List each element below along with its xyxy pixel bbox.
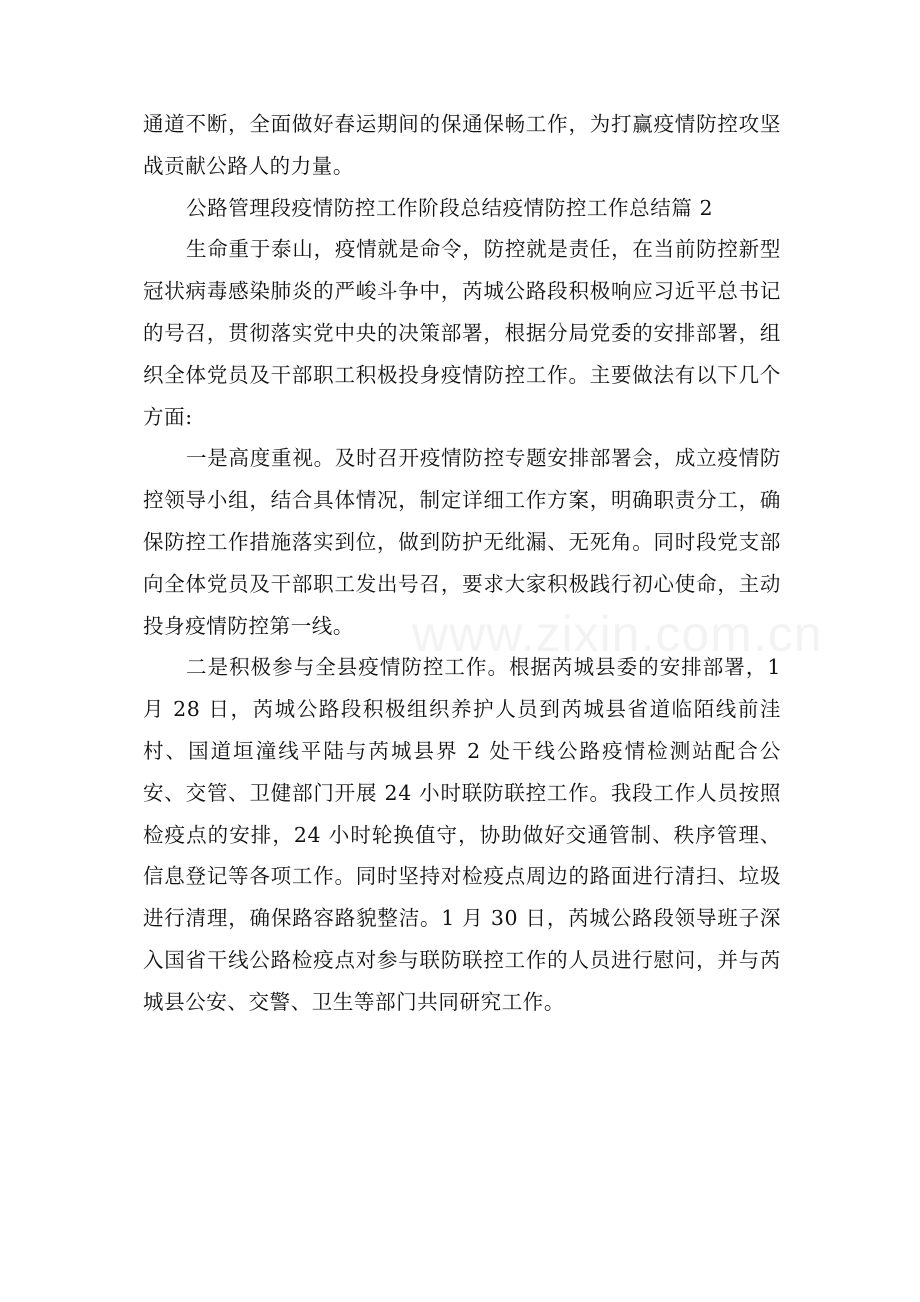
section-heading: 公路管理段疫情防控工作阶段总结疫情防控工作总结篇 2 <box>186 195 714 220</box>
paragraph-continuation: 通道不断，全面做好春运期间的保通保畅工作，为打赢疫情防控攻坚战贡献公路人的力量。 <box>143 112 781 178</box>
paragraph-point-two: 二是积极参与全县疫情防控工作。根据芮城县委的安排部署，1 月 28 日，芮城公路段积极组织养护人员到芮城县省道临陌线前洼村、国道垣潼线平陆与芮城县界 2 处干线公路疫情检测站配合公安、交管、卫健部门开展 24 小时联防联控工作。我段工作人员按照检疫点的安排，24 小时轮换值守，协助做好交通管制、秩序管理、信息登记等各项工作。同时坚持对检疫点周边的路面进行清扫、垃圾进行清理，确保路容路貌整洁。1 月 30 日，芮城公路段领导班子深入国省干线公路检疫点对参与联防联控工作的人员进行慰问，并与芮城县公安、交警、卫生等部门共同研究工作。 <box>143 655 781 1014</box>
document-body <box>143 104 781 1024</box>
paragraph-intro: 生命重于泰山，疫情就是命令，防控就是责任，在当前防控新型冠状病毒感染肺炎的严峻斗争中，芮城公路段积极响应习近平总书记的号召，贯彻落实党中央的决策部署，根据分局党委的安排部署，组织全体党员及干部职工积极投身疫情防控工作。主要做法有以下几个方面: <box>143 237 781 429</box>
watermark: www.zixin.com.cn <box>412 606 823 662</box>
paragraph-point-one: 一是高度重视。及时召开疫情防控专题安排部署会，成立疫情防控领导小组，结合具体情况，制定详细工作方案，明确职责分工，确保防控工作措施落实到位，做到防护无纰漏、无死角。同时段党支部向全体党员及干部职工发出号召，要求大家积极践行初心使命，主动投身疫情防控第一线。 <box>143 446 781 638</box>
